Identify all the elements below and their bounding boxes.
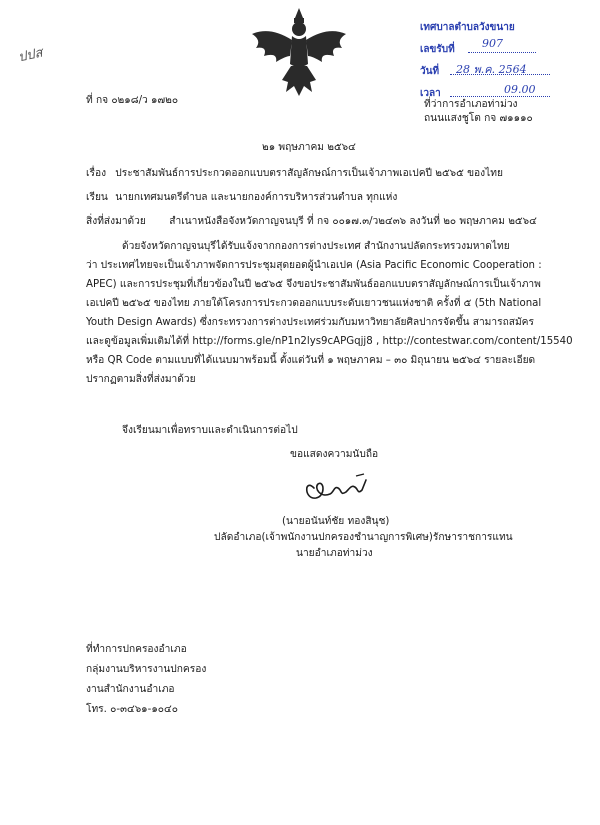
signer-position: ปลัดอำเภอ(เจ้าพนักงานปกครองชำนาญการพิเศษ)รักษาราชการแทน [214, 532, 513, 543]
body-line-6: และดูข้อมูลเพิ่มเติมได้ที่ http://forms.gle/nP1n2lys9cAPGqjj8 , http://contestwar.com/content/15540 [86, 336, 573, 347]
body-line-1: ด้วยจังหวัดกาญจนบุรีได้รับแจ้งจากกองการต่างประเทศ สำนักงานปลัดกระทรวงมหาดไทย [122, 241, 510, 252]
stamp-time-value: 09.00 [504, 83, 536, 96]
subject-label: เรื่อง [86, 168, 107, 179]
body-line-3: APEC) และการประชุมที่เกี่ยวข้องในปี ๒๕๖๕ จึงขอประชาสัมพันธ์ออกแบบตราสัญลักษณ์การเป็นเจ้าภาพ [86, 279, 541, 290]
letter-date: ๒๑ พฤษภาคม ๒๕๖๔ [262, 142, 356, 153]
enclosure-line [86, 213, 537, 229]
regards-line: ขอแสดงความนับถือ [290, 449, 379, 460]
enclosure-text: สำเนาหนังสือจังหวัดกาญจนบุรี ที่ กจ ๐๐๑๗.๓/ว๒๔๓๖ ลงวันที่ ๒๐ พฤษภาคม ๒๕๖๔ [169, 216, 537, 227]
garuda-emblem-icon [248, 6, 350, 102]
body-line-8: ปรากฏตามสิ่งที่ส่งมาด้วย [86, 374, 196, 385]
address-line2: ถนนแสงชูโต กจ ๗๑๑๑๐ [424, 113, 533, 124]
stamp-date-value: 28 พ.ค. 2564 [456, 63, 527, 76]
signature-icon [300, 468, 370, 506]
reference-number: ที่ กจ ๐๒๑๘/ว ๑๗๒๐ [86, 95, 179, 106]
stamp-recv-no: 907 [482, 37, 503, 50]
subject-text: ประชาสัมพันธ์การประกวดออกแบบตราสัญลักษณ์การเป็นเจ้าภาพเอเปคปี ๒๕๖๕ ของไทย [115, 168, 503, 179]
footer-line-2: กลุ่มงานบริหารงานปกครอง [86, 664, 207, 675]
address-line1: ที่ว่าการอำเภอท่าม่วง [424, 99, 518, 110]
subject-line [86, 165, 503, 181]
body-line-4: เอเปคปี ๒๕๖๕ ของไทย ภายใต้โครงการประกวดออกแบบระดับเยาวชนแห่งชาติ ครั้งที่ ๕ (5th National [86, 298, 542, 309]
body-line-5: Youth Design Awards) ซึ่งกระทรวงการต่างประเทศร่วมกับมหาวิทยาลัยศิลปากรจัดขึ้น สามารถสมัคร [86, 317, 534, 328]
footer-line-4: โทร. ๐-๓๔๖๑-๑๐๔๐ [86, 704, 178, 715]
stamp-time-label: เวลา [420, 88, 441, 99]
recipient-label: เรียน [86, 192, 108, 203]
recipient-text: นายกเทศมนตรีตำบล และนายกองค์การบริหารส่วนตำบล ทุกแห่ง [115, 192, 398, 203]
margin-handwritten-note: ปปส [16, 45, 44, 66]
stamp-date-label: วันที่ [420, 66, 440, 77]
stamp-org: เทศบาลตำบลวังขนาย [420, 22, 515, 33]
recipient-line [86, 189, 397, 205]
closing-line: จึงเรียนมาเพื่อทราบและดำเนินการต่อไป [122, 425, 298, 436]
footer-line-3: งานสำนักงานอำเภอ [86, 684, 175, 695]
signer-name: (นายอนันท์ชัย ทองสินุช) [282, 516, 390, 527]
received-stamp [420, 20, 560, 104]
body-line-2: ว่า ประเทศไทยจะเป็นเจ้าภาพจัดการประชุมสุดยอดผู้นำเอเปค (Asia Pacific Economic Cooperation : [86, 260, 542, 271]
enclosure-label: สิ่งที่ส่งมาด้วย [86, 216, 146, 227]
body-line-7: หรือ QR Code ตามแบบที่ได้แนบมาพร้อมนี้ ตั้งแต่วันที่ ๑ พฤษภาคม – ๓๐ มิถุนายน ๒๕๖๔ รายละเอียด [86, 355, 536, 366]
signer-position-2: นายอำเภอท่าม่วง [296, 548, 373, 559]
footer-line-1: ที่ทำการปกครองอำเภอ [86, 644, 187, 655]
stamp-recv-label: เลขรับที่ [420, 44, 455, 55]
